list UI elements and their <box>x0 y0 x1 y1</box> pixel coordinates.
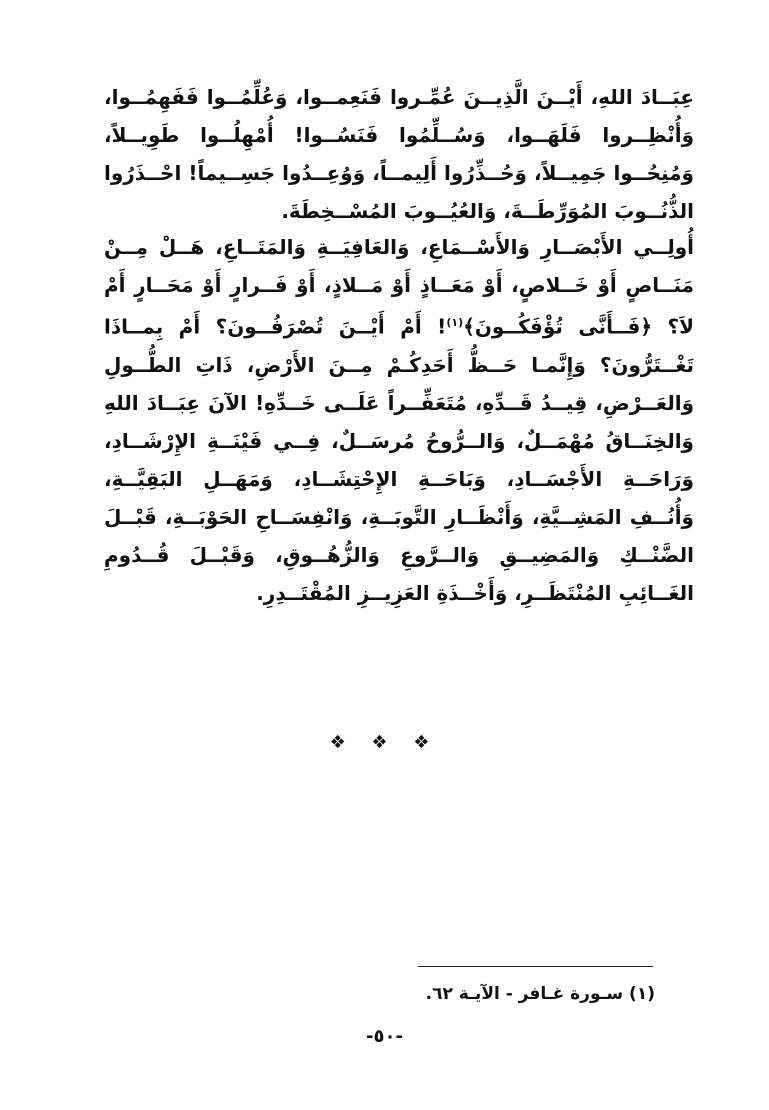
footnote-marker: (١) <box>446 316 464 329</box>
page-number: -٥٠- <box>366 1026 403 1047</box>
body-paragraph-1 <box>104 78 694 230</box>
paragraph-text <box>104 228 694 612</box>
section-ornament: ❖ ❖ ❖ <box>329 732 440 753</box>
footnote-divider <box>418 966 653 967</box>
footnote-text: (١) سـورة غـافر - الآيـة ٦٢. <box>425 984 655 1004</box>
paragraph-text: عِبَــادَ اللهِ، أَيْــنَ الَّذِيــنَ عُمِّـروا فَنَعِمــوا، وَعُلِّمُــوا فَفَهِمُــوا، وَأُنْظِــروا فَلَهَــوا، وَسُــلِّمُوا فَنَسُــوا! أُمْهِلُــوا طَوِيــلاً، وَمُنِحُــوا جَمِيــلاً، وَحُــذِّرُوا أَلِيمــاً، وَوُعِــدُوا جَسِــيماً! احْــذَرُوا الذُّنُــوبَ المُوَرِّطَــةَ، وَالعُيُــوبَ المُسْــخِطَةَ. <box>104 85 694 223</box>
paragraph-text-part-2: ! أَمْ أَيْــنَ تُصْرَفُــونَ؟ أَمْ بِمــاذَا تَغْــتَرُّونَ؟ وَإِنَّمـا حَــظُّ أَحَدِكُـمْ مِــنَ الأَرْضِ، ذَاتِ الطُّــولِ وَالعَــرْضِ، قِيــدُ قَــدِّهِ، مُتَعَفِّــراً عَلَــى خَــدِّهِ! الآنَ عِبَــادَ اللهِ وَالخِنَــاقُ مُهْمَــلٌ، وَالــرُّوحُ مُرسَــلٌ، فِــي فَيْنَــةِ الإِرْشَــادِ، وَرَاحَــةِ الأَجْسَــادِ، وَبَاحَــةِ الإِحْتِشَــادِ، وَمَهَــلِ البَقِيَّــةِ، وَأُنُــفِ المَشِــيَّةِ، وَأَنْظَــارِ التَّوبَــةِ، وَانْفِسَــاحِ الحَوْبَــةِ، قَبْــلَ الضَّنْــكِ وَالمَضِيــقِ وَالــرَّوعِ وَالزُّهُــوقِ، وَقَبْــلَ قُــدُومِ الغَــائِبِ المُنْتَظَــرِ، وَأَخْــذَةِ العَزِيــزِ المُقْتَــدِرِ. <box>104 314 694 605</box>
paragraph-text-part-1: أُولِــي الأَبْصَــارِ وَالأَسْــمَاعِ، وَالعَافِيَــةِ وَالمَتَــاعِ، هَــلْ مِــنْ مَنَــاصٍ أَوْ خَــلاصٍ، أَوْ مَعَــاذٍ أَوْ مَــلاذٍ، أَوْ فَــرارٍ أَوْ مَحَــارٍ أَمْ لاَ؟ ﴿فَــأَنَّى تُؤْفَكُــونَ﴾ <box>104 235 695 339</box>
body-paragraph-2 <box>104 228 694 612</box>
